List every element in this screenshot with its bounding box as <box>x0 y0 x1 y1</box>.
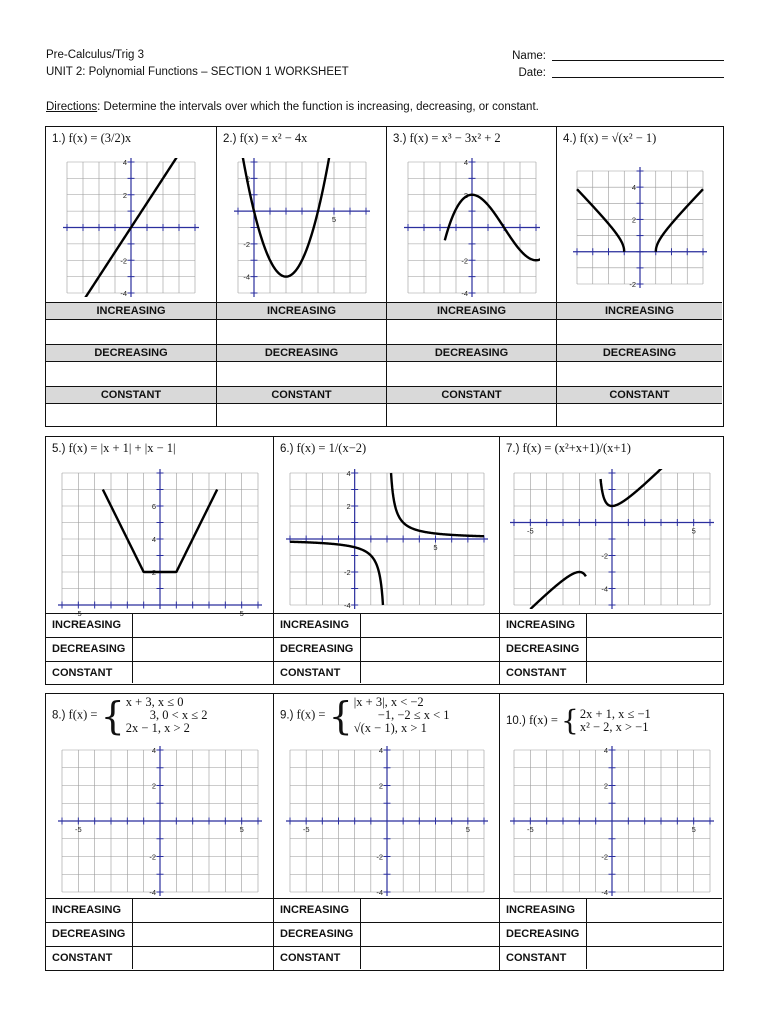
x-tick-label: -5 <box>74 609 82 618</box>
decreasing-label: DECREASING <box>506 928 580 940</box>
date-field[interactable] <box>519 66 725 79</box>
x-tick-label: 5 <box>691 526 696 536</box>
decreasing-header: DECREASING <box>46 344 216 361</box>
decreasing-header: DECREASING <box>217 344 386 361</box>
problem-8 <box>46 694 273 970</box>
constant-label: CONSTANT <box>506 952 567 964</box>
piece: √(x − 1), x > 1 <box>353 721 427 735</box>
graph-5 <box>58 469 262 618</box>
increasing-label: INCREASING <box>280 904 350 916</box>
x-tick-label: 5 <box>239 609 244 618</box>
increasing-header: INCREASING <box>217 302 386 319</box>
y-tick-label: -2 <box>149 852 156 862</box>
problem-number: 2.) <box>223 133 237 145</box>
problem-number: 10.) <box>506 714 526 727</box>
constant-row <box>46 661 273 683</box>
constant-header: CONSTANT <box>217 386 386 403</box>
y-tick-label: 6 <box>151 502 156 511</box>
decreasing-row <box>500 922 722 946</box>
decreasing-label: DECREASING <box>506 643 580 655</box>
graph-8 <box>58 746 262 896</box>
x-tick-label: -5 <box>526 526 534 536</box>
y-tick-label: -4 <box>601 584 608 594</box>
problem-number: 7.) <box>506 443 520 455</box>
graph-4 <box>573 167 707 288</box>
name-label: Name: <box>512 50 546 62</box>
constant-answer[interactable] <box>360 662 361 683</box>
increasing-answer[interactable] <box>46 319 216 341</box>
problem-5 <box>46 437 273 684</box>
constant-answer[interactable] <box>360 947 361 969</box>
graph-3 <box>404 158 540 297</box>
course-title: Pre-Calculus/Trig 3 <box>46 49 144 61</box>
increasing-answer[interactable] <box>557 319 722 341</box>
decreasing-label: DECREASING <box>52 928 126 940</box>
problem-number: 4.) <box>563 133 577 145</box>
left-brace: { <box>328 693 353 738</box>
constant-answer[interactable] <box>387 403 556 425</box>
constant-label: CONSTANT <box>280 667 341 679</box>
increasing-row <box>274 898 499 922</box>
constant-answer[interactable] <box>557 403 722 425</box>
increasing-answer[interactable] <box>132 899 133 922</box>
y-tick-label: -4 <box>243 272 250 282</box>
problem-4 <box>556 127 722 426</box>
decreasing-header: DECREASING <box>387 344 556 361</box>
graph-9 <box>286 746 488 896</box>
increasing-row <box>274 613 499 637</box>
y-tick-label: 4 <box>151 535 156 544</box>
problem-2 <box>216 127 386 426</box>
directions-label: Directions <box>46 101 98 113</box>
y-tick-label: -2 <box>243 239 250 249</box>
section-1 <box>45 126 724 427</box>
problem-number: 5.) <box>52 443 66 455</box>
problem-formula: f(x) = √(x² − 1) <box>579 131 657 145</box>
constant-label: CONSTANT <box>52 667 113 679</box>
constant-row <box>500 946 722 969</box>
y-tick-label: 2 <box>631 215 636 225</box>
decreasing-row <box>274 637 499 661</box>
y-tick-label: 4 <box>378 746 383 755</box>
decreasing-header: DECREASING <box>557 344 722 361</box>
problem-9 <box>273 694 499 970</box>
decreasing-answer[interactable] <box>387 361 556 383</box>
constant-header: CONSTANT <box>46 386 216 403</box>
decreasing-answer[interactable] <box>132 923 133 946</box>
decreasing-answer[interactable] <box>586 638 587 661</box>
constant-answer[interactable] <box>586 662 587 683</box>
y-tick-label: 2 <box>151 781 156 791</box>
y-tick-label: -4 <box>149 888 156 897</box>
x-tick-label: -5 <box>526 825 534 834</box>
problem-formula-lead: f(x) = <box>68 707 98 722</box>
constant-answer[interactable] <box>46 403 216 425</box>
graph-7 <box>510 469 714 609</box>
problem-number: 3.) <box>393 133 407 145</box>
decreasing-answer[interactable] <box>557 361 722 383</box>
left-brace: { <box>561 704 579 737</box>
problem-3 <box>386 127 556 426</box>
y-tick-label: -4 <box>120 289 127 298</box>
increasing-answer[interactable] <box>586 899 587 922</box>
decreasing-row <box>46 637 273 661</box>
problem-formula: f(x) = x² − 4x <box>239 131 308 145</box>
piece: 2x + 1, x ≤ −1 <box>579 707 651 721</box>
y-tick-label: -2 <box>343 568 351 577</box>
constant-row <box>500 661 722 683</box>
increasing-header: INCREASING <box>557 302 722 319</box>
decreasing-row <box>274 922 499 946</box>
y-tick-label: 2 <box>122 190 127 200</box>
graph-6 <box>286 469 488 609</box>
decreasing-answer[interactable] <box>360 923 361 946</box>
y-tick-label: -4 <box>461 289 468 298</box>
decreasing-answer[interactable] <box>46 361 216 383</box>
decreasing-answer[interactable] <box>132 638 133 661</box>
directions-text: : Determine the intervals over which the function is increasing, decreasing, or constant. <box>97 101 539 113</box>
y-tick-label: -2 <box>376 852 383 862</box>
increasing-header: INCREASING <box>46 302 216 319</box>
increasing-label: INCREASING <box>506 619 576 631</box>
increasing-row <box>46 613 273 637</box>
y-tick-label: 2 <box>603 781 608 791</box>
decreasing-label: DECREASING <box>280 928 354 940</box>
decreasing-label: DECREASING <box>280 643 354 655</box>
x-tick-label: -5 <box>74 825 82 834</box>
decreasing-row <box>500 637 722 661</box>
constant-label: CONSTANT <box>506 667 567 679</box>
directions <box>46 101 539 113</box>
problem-number: 8.) <box>52 709 66 722</box>
problem-1 <box>46 127 216 426</box>
problem-formula: f(x) = x³ − 3x² + 2 <box>409 131 501 145</box>
y-tick-label: -2 <box>461 256 468 266</box>
unit-title: UNIT 2: Polynomial Functions – SECTION 1 WORKSHEET <box>46 66 349 78</box>
date-label: Date: <box>518 67 546 79</box>
piece: |x + 3|, x < −2 <box>353 695 424 709</box>
y-tick-label: 2 <box>378 781 383 791</box>
constant-answer[interactable] <box>217 403 386 425</box>
function-curve <box>577 189 624 252</box>
function-curve <box>530 572 586 609</box>
increasing-row <box>500 613 722 637</box>
y-tick-label: 4 <box>122 158 127 167</box>
function-curve <box>391 473 484 536</box>
y-tick-label: 2 <box>463 190 468 200</box>
x-tick-label: 5 <box>239 825 244 834</box>
graph-1 <box>63 158 199 297</box>
constant-header: CONSTANT <box>387 386 556 403</box>
increasing-row <box>46 898 273 922</box>
decreasing-row <box>46 922 273 946</box>
increasing-label: INCREASING <box>52 619 122 631</box>
constant-label: CONSTANT <box>280 952 341 964</box>
increasing-header: INCREASING <box>387 302 556 319</box>
problem-7 <box>499 437 722 684</box>
increasing-label: INCREASING <box>280 619 350 631</box>
constant-header: CONSTANT <box>557 386 722 403</box>
increasing-label: INCREASING <box>52 904 122 916</box>
increasing-answer[interactable] <box>360 899 361 922</box>
date-blank[interactable] <box>552 66 724 78</box>
decreasing-answer[interactable] <box>217 361 386 383</box>
y-tick-label: -4 <box>376 888 383 897</box>
x-tick-label: 5 <box>331 215 337 225</box>
y-tick-label: 2 <box>245 174 250 184</box>
constant-answer[interactable] <box>586 947 587 969</box>
problem-formula: f(x) = |x + 1| + |x − 1| <box>68 441 176 455</box>
piece: −1, −2 ≤ x < 1 <box>377 708 450 722</box>
y-tick-label: 4 <box>151 746 156 755</box>
problem-10 <box>499 694 722 970</box>
problem-formula-lead: f(x) = <box>528 712 558 727</box>
problem-formula: f(x) = 1/(x−2) <box>296 441 367 455</box>
constant-row <box>274 946 499 969</box>
increasing-answer[interactable] <box>360 614 361 637</box>
y-tick-label: -2 <box>601 852 608 862</box>
constant-label: CONSTANT <box>52 952 113 964</box>
function-curve <box>601 464 666 506</box>
x-tick-label: 5 <box>433 543 438 552</box>
piece: 2x − 1, x > 2 <box>125 721 190 735</box>
y-tick-label: -4 <box>601 888 608 897</box>
name-blank[interactable] <box>552 49 724 61</box>
increasing-answer[interactable] <box>586 614 587 637</box>
increasing-answer[interactable] <box>387 319 556 341</box>
piece: x² − 2, x > −1 <box>579 720 649 734</box>
graph-2 <box>234 158 370 297</box>
constant-row <box>274 661 499 683</box>
name-field[interactable] <box>512 49 724 62</box>
decreasing-label: DECREASING <box>52 643 126 655</box>
problem-formula-lead: f(x) = <box>296 707 326 722</box>
problem-number: 1.) <box>52 133 66 145</box>
piece: 3, 0 < x ≤ 2 <box>149 708 208 722</box>
increasing-answer[interactable] <box>132 614 133 637</box>
constant-answer[interactable] <box>132 662 133 683</box>
left-brace: { <box>100 693 125 738</box>
increasing-row <box>500 898 722 922</box>
y-tick-label: 4 <box>631 183 636 193</box>
y-tick-label: 2 <box>346 502 351 511</box>
y-tick-label: -4 <box>343 601 351 610</box>
function-curve <box>656 189 703 252</box>
constant-row <box>46 946 273 969</box>
section-2 <box>45 436 724 685</box>
increasing-label: INCREASING <box>506 904 576 916</box>
piece: x + 3, x ≤ 0 <box>125 695 184 709</box>
y-tick-label: -2 <box>601 551 608 561</box>
y-tick-label: -2 <box>120 256 127 266</box>
problem-number: 6.) <box>280 443 294 455</box>
y-tick-label: 2 <box>151 568 156 577</box>
problem-formula: f(x) = (3/2)x <box>68 131 132 145</box>
decreasing-answer[interactable] <box>360 638 361 661</box>
function-curve <box>290 542 383 605</box>
problem-number: 9.) <box>280 709 294 722</box>
x-tick-label: -5 <box>302 825 310 834</box>
y-tick-label: 4 <box>346 469 351 478</box>
y-tick-label: 4 <box>463 158 468 167</box>
x-tick-label: 5 <box>465 825 470 834</box>
increasing-answer[interactable] <box>217 319 386 341</box>
x-tick-label: 5 <box>691 825 696 834</box>
section-3 <box>45 693 724 971</box>
constant-answer[interactable] <box>132 947 133 969</box>
graph-10 <box>510 746 714 896</box>
y-tick-label: -2 <box>629 280 636 289</box>
problem-formula: f(x) = (x²+x+1)/(x+1) <box>522 441 631 455</box>
decreasing-answer[interactable] <box>586 923 587 946</box>
y-tick-label: 4 <box>603 746 608 755</box>
problem-6 <box>273 437 499 684</box>
